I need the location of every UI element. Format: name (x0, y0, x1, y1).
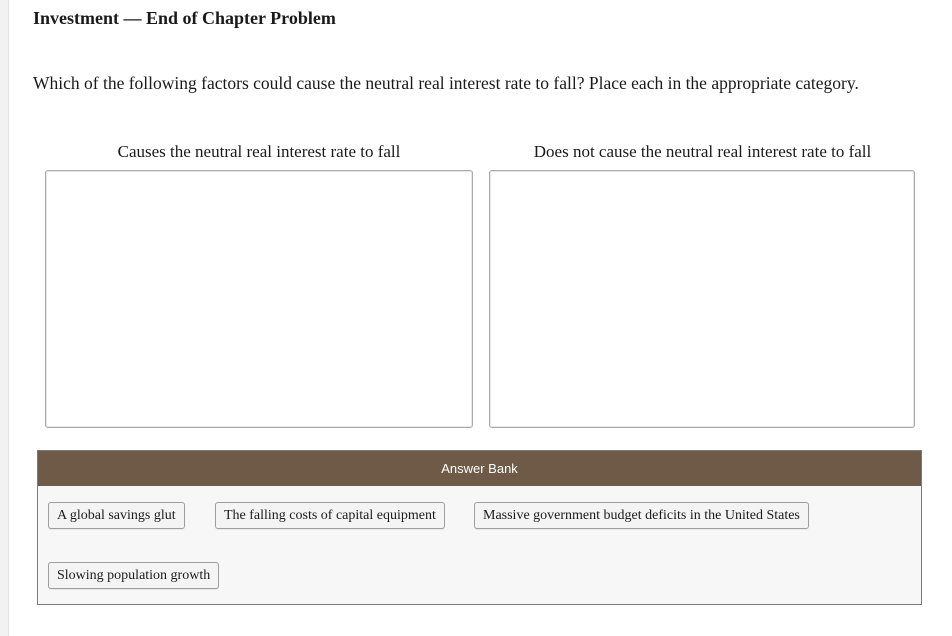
answer-bank[interactable] (37, 450, 922, 605)
left-margin-rule (0, 0, 9, 636)
question-text: Which of the following factors could cause the neutral real interest rate to fall? Place each in the appropriate category. (33, 73, 859, 93)
answer-chip-falling-capital-costs[interactable]: The falling costs of capital equipment (215, 502, 445, 529)
answer-chip-global-savings-glut[interactable]: A global savings glut (48, 502, 185, 529)
answer-chip-budget-deficits[interactable]: Massive government budget deficits in the United States (474, 502, 809, 529)
drop-zone-does-not-cause-fall[interactable] (489, 170, 915, 428)
page-title: Investment — End of Chapter Problem (33, 8, 336, 28)
answer-bank-header: Answer Bank (38, 451, 921, 486)
category-label-does-not-cause-fall: Does not cause the neutral real interest rate to fall (533, 142, 872, 161)
category-label-causes-fall: Causes the neutral real interest rate to fall (117, 142, 401, 161)
drop-zone-causes-fall[interactable] (45, 170, 473, 428)
answer-chip-slowing-population-growth[interactable]: Slowing population growth (48, 562, 219, 589)
